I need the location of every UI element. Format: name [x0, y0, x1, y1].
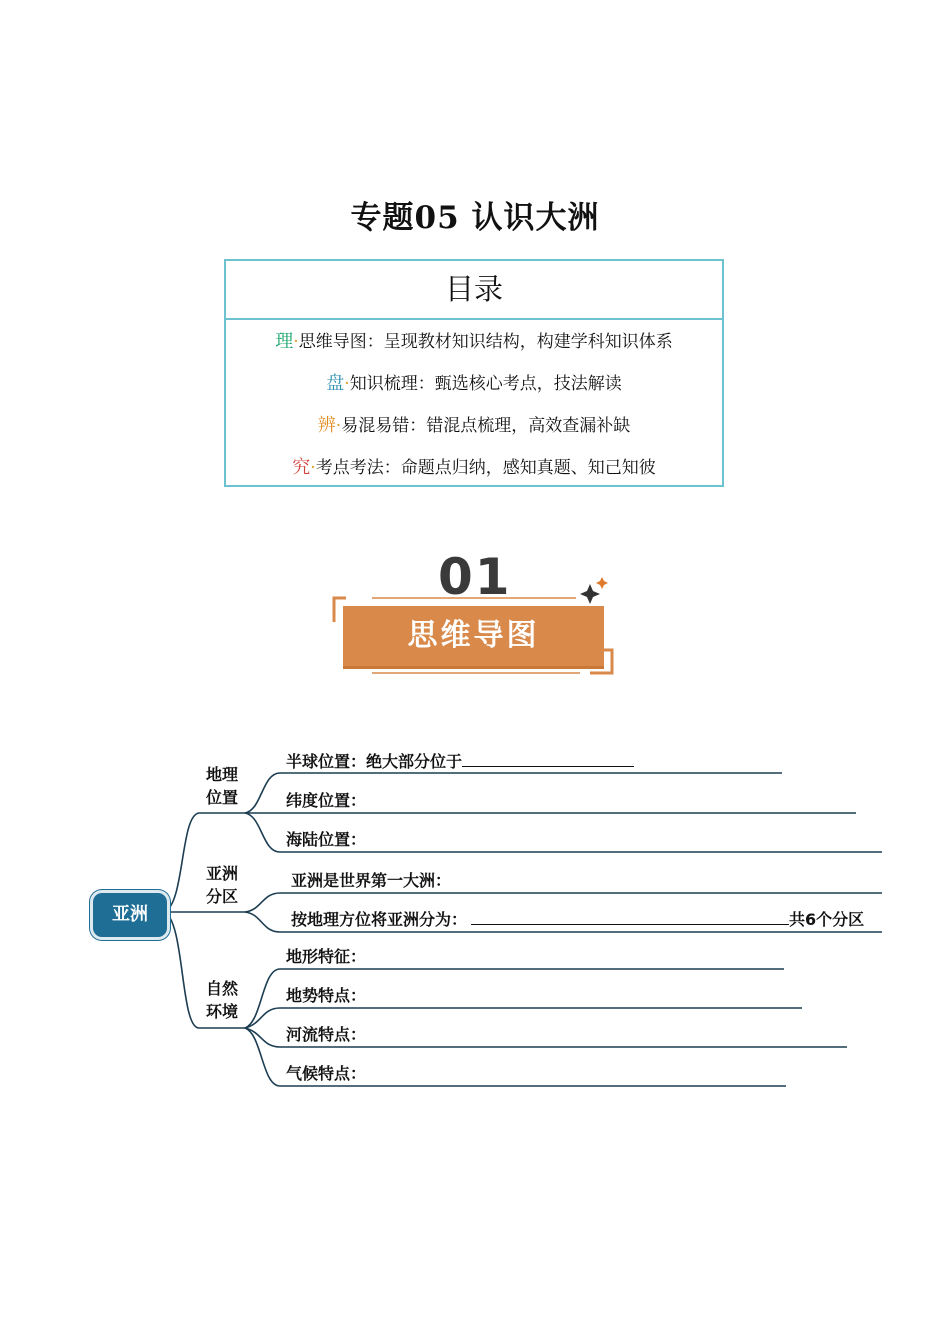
leaf-text: 按地理方位将亚洲分为： — [291, 910, 468, 929]
leaf-text: 半球位置：绝大部分位于 — [286, 752, 463, 771]
toc-key: 究 — [292, 457, 311, 478]
branch-geo-location — [192, 763, 252, 809]
leaf-terrain: 地形特征： — [286, 947, 367, 966]
answer-blank[interactable] — [471, 910, 789, 925]
leaf-largest: 亚洲是世界第一大洲： — [291, 871, 452, 890]
toc-sep: · — [310, 458, 316, 478]
toc-sep: · — [344, 374, 350, 394]
branch-natural-env — [192, 977, 252, 1023]
toc-text: 考点考法：命题点归纳，感知真题、知己知彼 — [315, 458, 656, 478]
leaf-latitude: 纬度位置： — [286, 791, 367, 810]
branch-regions — [192, 862, 252, 908]
leaf-elevation: 地势特点： — [286, 986, 367, 1005]
answer-blank[interactable] — [462, 752, 634, 767]
mindmap-root: 亚洲 — [90, 890, 170, 940]
branch-label-line: 地理 — [205, 765, 238, 784]
section-number: 01 — [438, 548, 512, 606]
section-label: 思维导图 — [343, 606, 604, 666]
branch-label-line: 自然 — [205, 979, 238, 998]
toc-key: 理 — [275, 331, 294, 352]
leaf-climate: 气候特点： — [286, 1064, 367, 1083]
leaf-hemisphere — [286, 749, 634, 772]
branch-label-line: 位置 — [205, 788, 238, 807]
toc-heading: 目录 — [226, 261, 722, 320]
leaf-divisions — [291, 907, 864, 930]
leaf-sea-land: 海陆位置： — [286, 830, 367, 849]
toc-text: 思维导图：呈现教材知识结构，构建学科知识体系 — [298, 332, 673, 352]
toc-text: 易混易错：错混点梳理，高效查漏补缺 — [341, 416, 631, 436]
toc-key: 辨 — [317, 415, 336, 436]
document-title: 专题05 认识大洲 — [350, 200, 600, 236]
branch-label-line: 分区 — [205, 887, 238, 906]
toc-key: 盘 — [326, 373, 345, 394]
toc-sep: · — [335, 416, 342, 436]
toc-text: 知识梳理：甄选核心考点，技法解读 — [349, 374, 622, 394]
toc-sep: · — [293, 332, 299, 352]
branch-label-line: 亚洲 — [205, 864, 238, 883]
leaf-suffix: 共6个分区 — [789, 910, 865, 929]
leaf-rivers: 河流特点： — [286, 1025, 367, 1044]
branch-label-line: 环境 — [205, 1002, 238, 1021]
